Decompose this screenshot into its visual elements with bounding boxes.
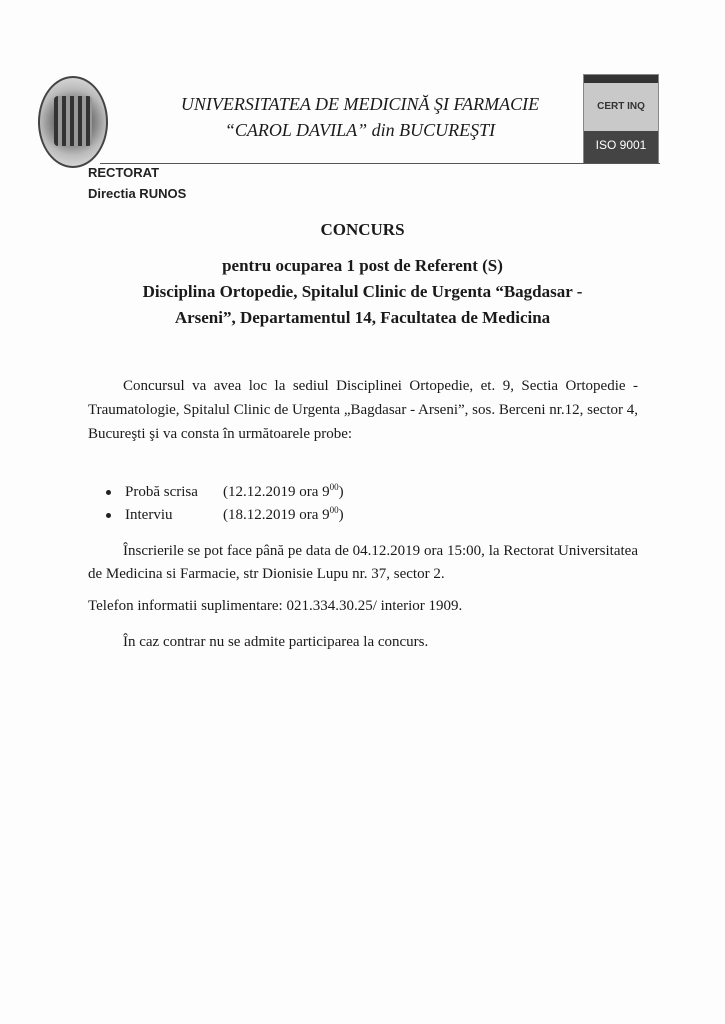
closing-note: În caz contrar nu se admite participarea la concurs. [123, 634, 429, 650]
probe-item [106, 482, 344, 501]
registration-paragraph: Înscrierile se pot face până pe data de 04.12.2019 ora 15:00, la Rectorat Universitatea de Medicina si Farmacie, str Dionisie Lupu nr. 37, sector 2. [88, 543, 638, 582]
probe-close: ) [338, 484, 344, 500]
probe-close: ) [338, 507, 344, 523]
probe-date: (12.12.2019 ora 9 [223, 484, 330, 500]
subtitle-line: Disciplina Ortopedie, Spitalul Clinic de Urgenta “Bagdasar - [142, 282, 583, 301]
header-divider [100, 163, 660, 164]
bullet-icon [106, 490, 111, 495]
probe-item [106, 505, 344, 524]
phone-info: Telefon informatii suplimentare: 021.334.30.25/ interior 1909. [88, 598, 463, 614]
iso-certification-logo [583, 74, 659, 164]
probe-minutes: 00 [329, 482, 339, 492]
subtitle-line: pentru ocuparea 1 post de Referent (S) [222, 256, 503, 275]
university-seal-logo [38, 76, 108, 168]
university-subname: “CAROL DAVILA” din BUCUREŞTI [224, 120, 496, 140]
iso-standard: ISO 9001 [595, 138, 647, 152]
department-runos: Directia RUNOS [88, 186, 187, 201]
probe-label: Probă scrisa [125, 484, 198, 500]
department-rectorat: RECTORAT [88, 165, 160, 180]
probe-date: (18.12.2019 ora 9 [223, 507, 330, 523]
intro-paragraph: Concursul va avea loc la sediul Disciplinei Ortopedie, et. 9, Sectia Ortopedie - Traumatologie, Spitalul Clinic de Urgenta „Bagdasar - Arseni”, sos. Berceni nr.12, sector 4, Bucureşti şi va consta în următoarele probe: [88, 378, 638, 442]
iso-brand: CERT INQ [597, 100, 645, 112]
document-title: CONCURS [320, 220, 405, 239]
probe-label: Interviu [125, 507, 173, 523]
bullet-icon [106, 513, 111, 518]
subtitle-line: Arseni”, Departamentul 14, Facultatea de Medicina [174, 308, 551, 327]
university-name: UNIVERSITATEA DE MEDICINĂ ŞI FARMACIE [180, 94, 540, 114]
probe-minutes: 00 [329, 505, 339, 515]
